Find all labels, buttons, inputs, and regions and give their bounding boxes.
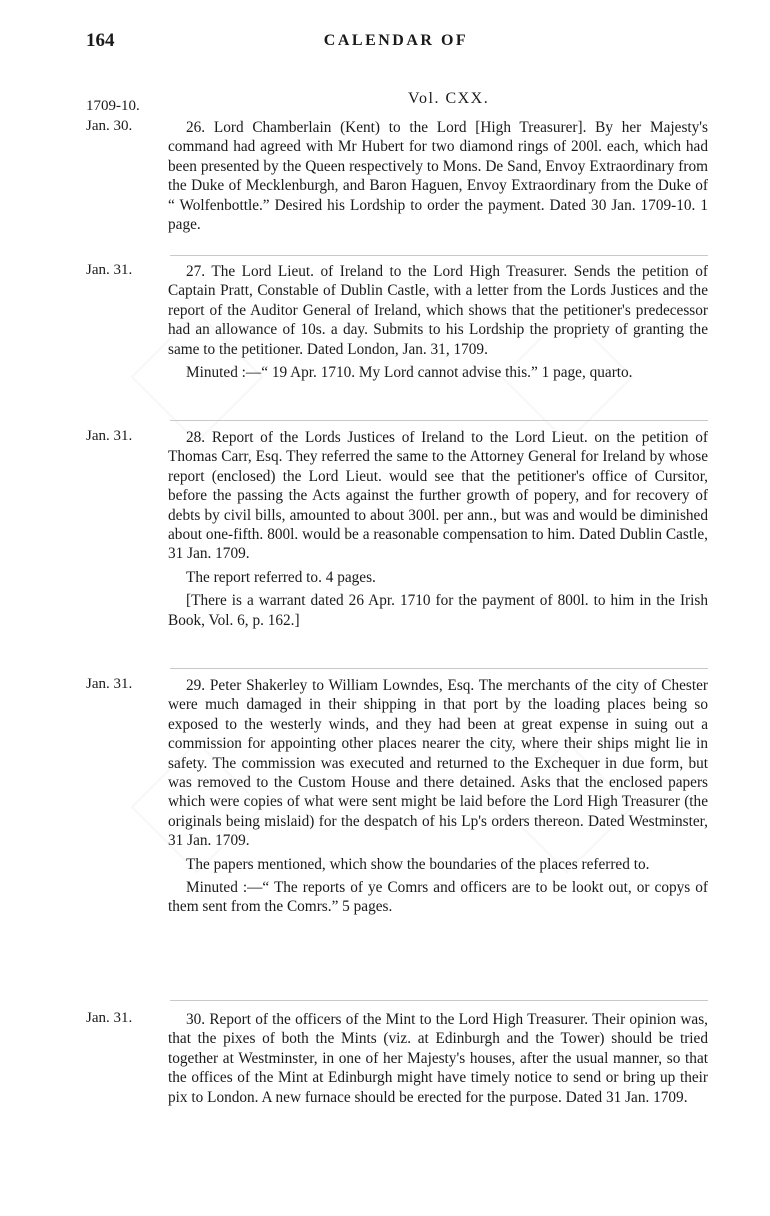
calendar-entry xyxy=(86,428,708,630)
entry-date: Jan. 31. xyxy=(86,676,133,692)
calendar-entry xyxy=(86,262,708,382)
volume-label: Vol. CXX. xyxy=(408,90,490,107)
entry-body xyxy=(168,428,708,630)
entry-date: Jan. 31. xyxy=(86,428,133,444)
entry-body xyxy=(168,262,708,382)
entry-divider xyxy=(170,420,708,421)
entry-note: The papers mentioned, which show the boundaries of the places referred to. xyxy=(186,855,650,873)
entry-paragraph: 28. Report of the Lords Justices of Ireland to the Lord Lieut. on the petition of Thomas Carr, Esq. They referred the same to the Attorney General for Ireland by whose report (enclosed) the Lord Lieut. would see that the petitioner's office of Cursitor, before the passing the Acts against the further growth of popery, and for recovery of debts by civil bills, amounted to about 300l. per ann., but was and would be diminished about one-fifth. 800l. would be a reasonable compensation to him. Dated Dublin Castle, 31 Jan. 1709. xyxy=(168,429,708,563)
entry-date: Jan. 31. xyxy=(86,1010,133,1026)
entry-minute: Minuted :—“ 19 Apr. 1710. My Lord cannot advise this.” 1 page, quarto. xyxy=(186,364,633,382)
entry-paragraph: 26. Lord Chamberlain (Kent) to the Lord [High Treasurer]. By her Majesty's command had agreed with Mr Hubert for two diamond rings of 200l. each, which had been presented by the Queen respectively to Mons. De Sand, Envoy Extraordinary from the Duke of Mecklenburgh, and Baron Haguen, Envoy Extraordinary from the Duke of “ Wolfenbottle.” Desired his Lordship to order the payment. Dated 30 Jan. 1709-10. 1 page. xyxy=(168,119,708,234)
entry-body xyxy=(168,118,708,234)
entry-paragraph: 30. Report of the officers of the Mint to the Lord High Treasurer. Their opinion was, that the pixes of both the Mints (viz. at Edinburgh and the Tower) should be tried together at Westminster, in one of her Majesty's houses, after the usual manner, so that the offices of the Mint at Edinburgh might have timely notice to send or bring up their pix to London. A new furnace should be erected for the purpose. Dated 31 Jan. 1709. xyxy=(168,1011,708,1106)
entry-divider xyxy=(170,668,708,669)
entry-minute: Minuted :—“ The reports of ye Comrs and officers are to be lookt out, or copys of them sent from the Comrs.” 5 pages. xyxy=(168,879,708,916)
entry-note: The report referred to. 4 pages. xyxy=(186,568,376,586)
entry-body xyxy=(168,1010,708,1107)
entry-body xyxy=(168,676,708,917)
page-header xyxy=(86,30,706,54)
entry-divider xyxy=(170,1000,708,1001)
year-label: 1709-10. xyxy=(86,98,140,114)
entry-paragraph: 29. Peter Shakerley to William Lowndes, Esq. The merchants of the city of Chester were much damaged in their shipping in that port by the loading places being so exposed to the westerly winds, and they had been at great expense in suing out a commission for appointing other places nearer the city, where their ships might lie in safety. The commission was executed and returned to the Exchequer in due form, but was removed to the Custom House and there detained. Asks that the enclosed papers which were copies of what were sent might be laid before the Lord High Treasurer (the originals being mislaid) for the despatch of his Lp's orders thereon. Dated Westminster, 31 Jan. 1709. xyxy=(168,677,708,850)
calendar-entry xyxy=(86,118,708,234)
entry-paragraph: 27. The Lord Lieut. of Ireland to the Lord High Treasurer. Sends the petition of Captain Pratt, Constable of Dublin Castle, with a letter from the Lords Justices and the report of the Auditor General of Ireland, which shows that the petitioner's predecessor had an allowance of 10s. a day. Submits to his Lordship the propriety of granting the same to the petitioner. Dated London, Jan. 31, 1709. xyxy=(168,263,708,358)
entry-divider xyxy=(170,255,708,256)
calendar-entry xyxy=(86,676,708,917)
entry-note: [There is a warrant dated 26 Apr. 1710 for the payment of 800l. to him in the Irish Book, Vol. 6, p. 162.] xyxy=(168,592,708,629)
entry-date: Jan. 30. xyxy=(86,118,133,134)
entry-date: Jan. 31. xyxy=(86,262,133,278)
running-head: CALENDAR OF xyxy=(323,32,469,49)
calendar-entry xyxy=(86,1010,708,1107)
page-number: 164 xyxy=(86,30,115,51)
